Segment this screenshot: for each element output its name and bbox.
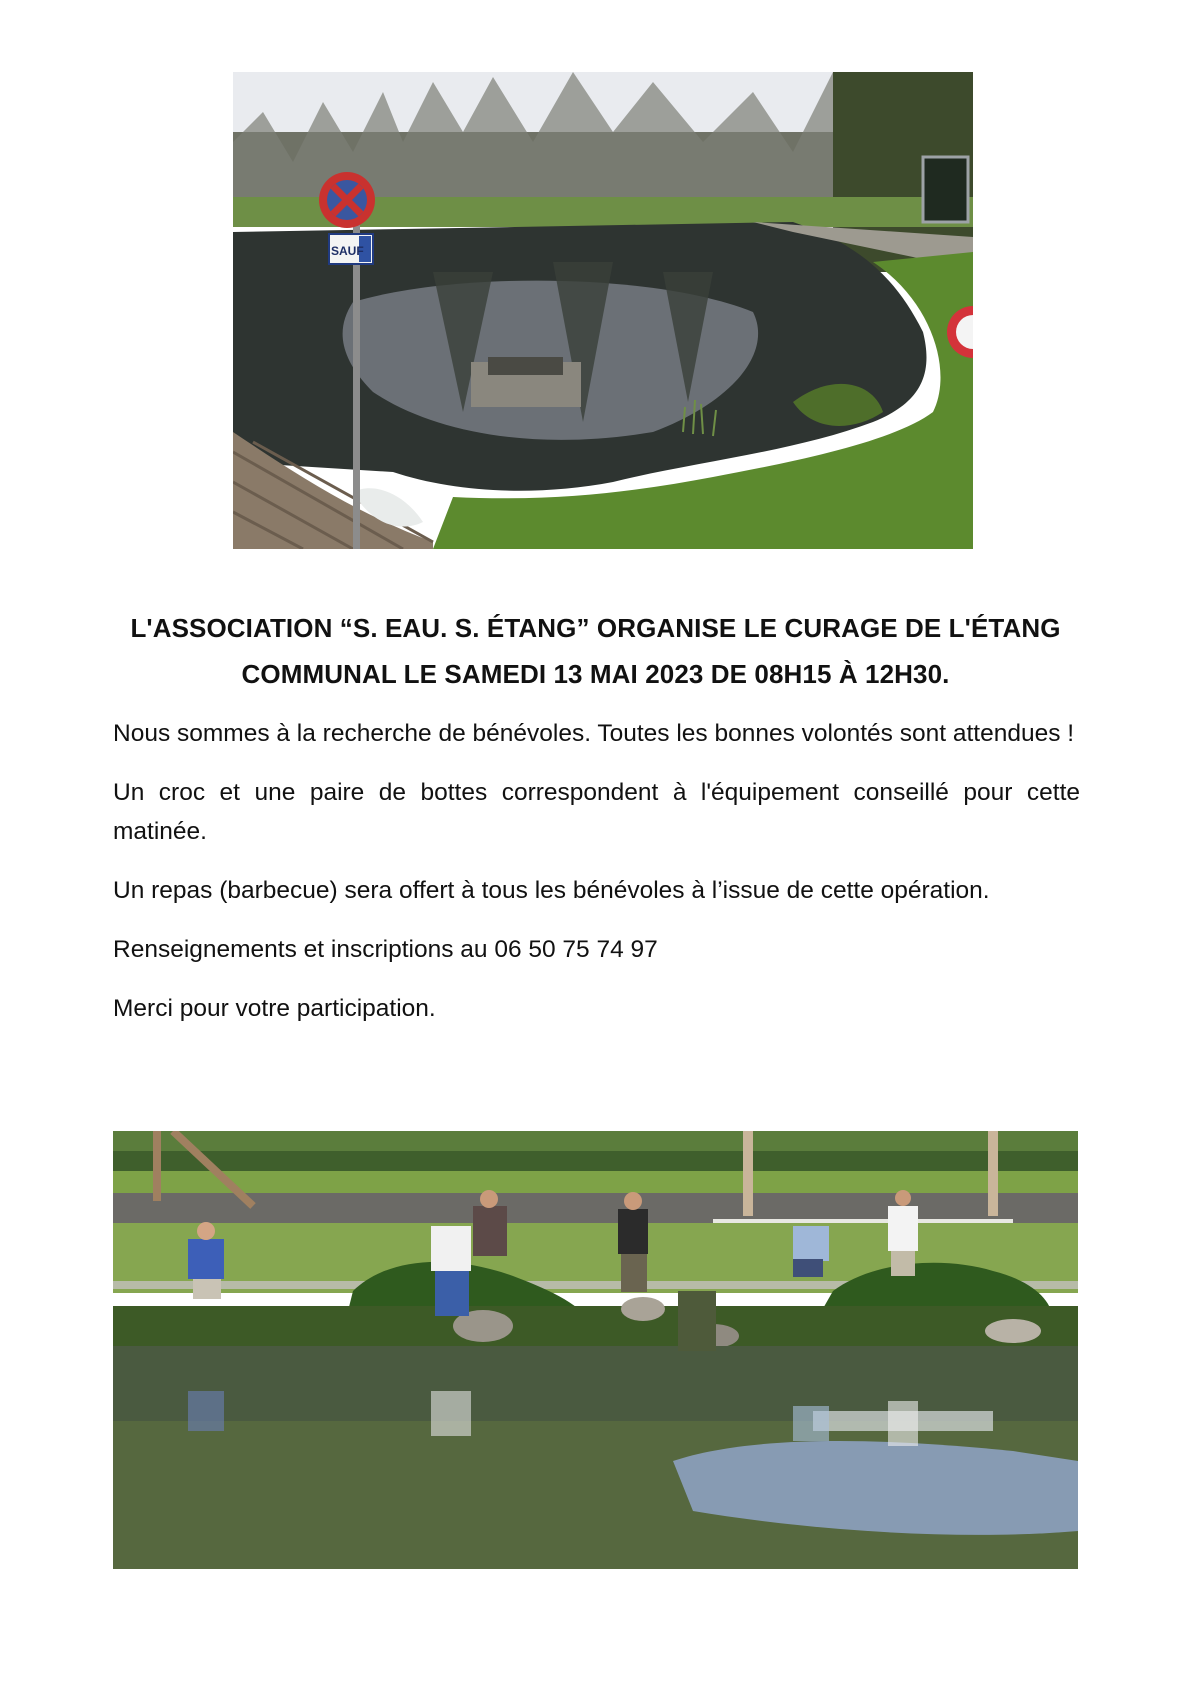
title-line-2: COMMUNAL LE SAMEDI 13 MAI 2023 DE 08H15 À 12H30. (241, 659, 950, 689)
paragraph-volunteers: Nous sommes à la recherche de bénévoles. Toutes les bonnes volontés sont attendues ! (113, 720, 1075, 747)
pond-photo-illustration (233, 72, 973, 549)
paragraph-meal: Un repas (barbecue) sera offert à tous les bénévoles à l’issue de cette opération. (113, 877, 990, 904)
paragraph-thanks: Merci pour votre participation. (113, 995, 436, 1022)
paragraph-equipment: Un croc et une paire de bottes correspondent à l'équipement conseillé pour cette matinée. (113, 779, 1080, 845)
sauf-plate-text: SAUF (331, 244, 364, 258)
pond-photo (233, 72, 973, 549)
announcement-title (113, 605, 1078, 697)
announcement-body (113, 714, 1080, 1048)
volunteers-photo (113, 1131, 1078, 1569)
volunteers-photo-illustration (113, 1131, 1078, 1569)
title-line-1: L'ASSOCIATION “S. EAU. S. ÉTANG” ORGANISE LE CURAGE DE L'ÉTANG (130, 613, 1061, 643)
paragraph-contact: Renseignements et inscriptions au 06 50 75 74 97 (113, 936, 658, 963)
